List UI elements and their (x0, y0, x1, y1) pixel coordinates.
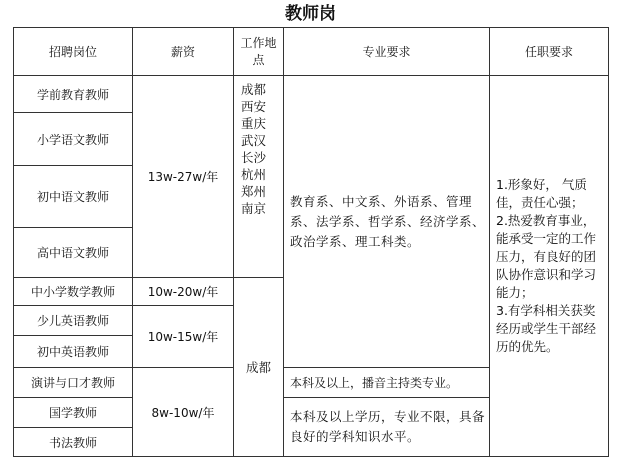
salary-cell: 10w-15w/年 (133, 306, 234, 368)
header-location: 工作地点 (234, 28, 284, 76)
major-cell: 本科及以上，播音主持类专业。 (284, 368, 490, 398)
salary-cell: 10w-20w/年 (133, 278, 234, 306)
position-cell: 书法教师 (14, 428, 133, 457)
position-cell: 少儿英语教师 (14, 306, 133, 336)
position-cell: 初中英语教师 (14, 336, 133, 368)
position-cell: 初中语文教师 (14, 166, 133, 228)
table-row (14, 76, 609, 113)
position-cell: 国学教师 (14, 398, 133, 428)
position-cell: 小学语文教师 (14, 113, 133, 166)
position-cell: 学前教育教师 (14, 76, 133, 113)
position-cell: 中小学数学教师 (14, 278, 133, 306)
location-cell: 成都西安重庆武汉长沙杭州郑州南京 (234, 76, 284, 278)
position-cell: 演讲与口才教师 (14, 368, 133, 398)
header-requirements: 任职要求 (490, 28, 609, 76)
location-cell: 成都 (234, 278, 284, 457)
table-header-row (14, 28, 609, 76)
page-title: 教师岗 (285, 4, 336, 24)
salary-cell: 8w-10w/年 (133, 368, 234, 457)
requirements-cell: 1.形象好， 气质佳，责任心强； 2.热爱教育事业，能承受一定的工作压力，有良好的团队协作意识和学习能力； 3.有学科相关获奖经历或学生干部经历的优先。 (490, 76, 609, 457)
salary-cell: 13w-27w/年 (133, 76, 234, 278)
position-cell: 高中语文教师 (14, 228, 133, 278)
job-table (13, 27, 609, 457)
header-salary: 薪资 (133, 28, 234, 76)
header-position: 招聘岗位 (14, 28, 133, 76)
major-cell: 教育系、中文系、外语系、管理系、法学系、哲学系、经济学系、政治学系、理工科类。 (284, 76, 490, 368)
major-cell: 本科及以上学历，专业不限，具备良好的学科知识水平。 (284, 398, 490, 457)
header-major: 专业要求 (284, 28, 490, 76)
